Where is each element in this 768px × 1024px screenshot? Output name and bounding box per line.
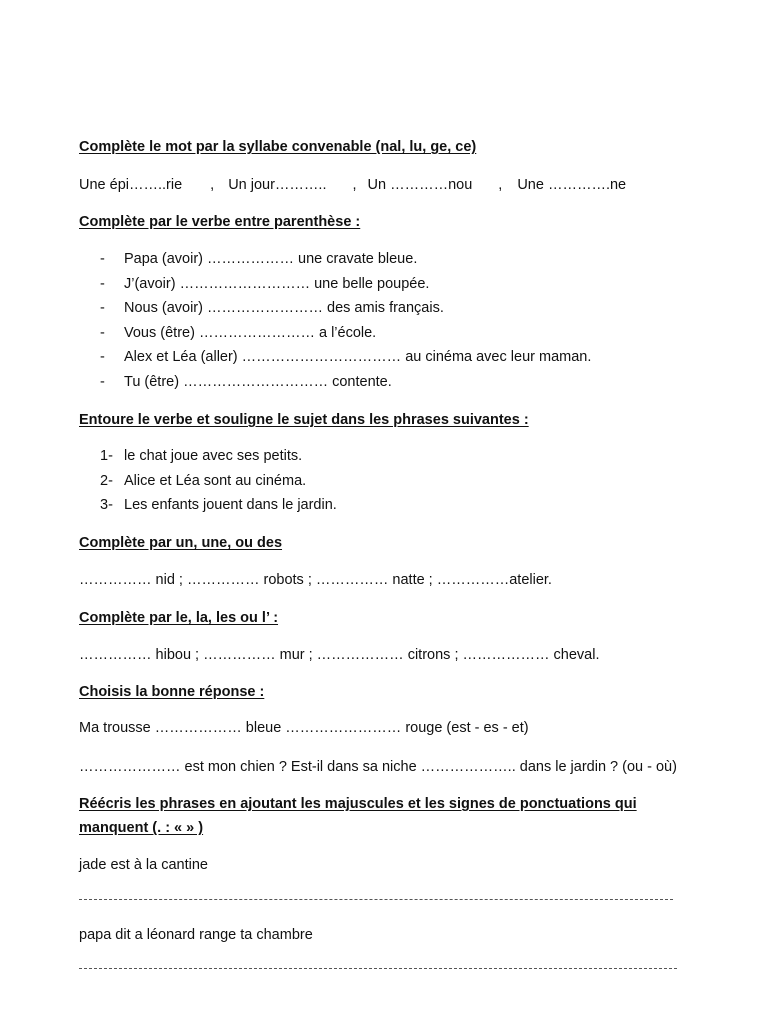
list-item-text: Alex et Léa (aller) …………………………… au cinéma avec leur maman. <box>124 349 592 365</box>
syllable-item-1: Une épi……..rie <box>79 177 183 193</box>
item-number: 1- <box>100 448 113 464</box>
choice-line-2: ………………… est mon chien ? Est-il dans sa niche ……………….. dans le jardin ? (ou - où) <box>79 759 677 775</box>
exercise-5-heading: Complète par le, la, les ou l’ : <box>79 610 279 626</box>
choice-line-1: Ma trousse ……………… bleue …………………… rouge (est - es - et) <box>79 720 529 736</box>
rewrite-sentence-1: jade est à la cantine <box>79 857 208 873</box>
exercise-4-heading: Complète par un, une, ou des <box>79 535 283 551</box>
item-number: 3- <box>100 497 113 513</box>
list-item-text: Nous (avoir) …………………… des amis français. <box>124 300 444 316</box>
exercise-6-heading: Choisis la bonne réponse : <box>79 684 265 700</box>
bullet-dash: - <box>100 325 105 341</box>
exercise-1-line: Une épi……..rie , Un jour……….. , Un …………nou , Une ………….ne <box>79 177 627 193</box>
list-item-text: Alice et Léa sont au cinéma. <box>124 473 307 489</box>
list-item-text: Papa (avoir) ……………… une cravate bleue. <box>124 251 418 267</box>
exercise-2-heading: Complète par le verbe entre parenthèse : <box>79 214 361 230</box>
exercise-5-line: …………… hibou ; …………… mur ; ……………… citrons ; ……………… cheval. <box>79 647 600 663</box>
list-item-text: Tu (être) ………………………… contente. <box>124 374 392 390</box>
item-number: 2- <box>100 473 113 489</box>
rewrite-sentence-2: papa dit a léonard range ta chambre <box>79 927 313 943</box>
bullet-dash: - <box>100 300 105 316</box>
list-item-text: J’(avoir) ……………………… une belle poupée. <box>124 276 430 292</box>
bullet-dash: - <box>100 374 105 390</box>
bullet-dash: - <box>100 251 105 267</box>
list-item-text: Vous (être) …………………… a l’école. <box>124 325 377 341</box>
exercise-3-heading: Entoure le verbe et souligne le sujet dans les phrases suivantes : <box>79 412 529 428</box>
exercise-1-heading: Complète le mot par la syllabe convenable (nal, lu, ge, ce) <box>79 139 477 155</box>
syllable-item-3: Un …………nou <box>367 177 473 193</box>
exercise-4-line: …………… nid ; …………… robots ; …………… natte ; ……………atelier. <box>79 572 552 588</box>
syllable-item-2: Un jour……….. <box>228 177 327 193</box>
bullet-dash: - <box>100 349 105 365</box>
exercise-7-heading-line-1: Réécris les phrases en ajoutant les majuscules et les signes de ponctuations qui <box>79 796 637 812</box>
syllable-item-4: Une ………….ne <box>517 177 627 193</box>
bullet-dash: - <box>100 276 105 292</box>
list-item-text: le chat joue avec ses petits. <box>124 448 303 464</box>
answer-line-1 <box>79 899 673 900</box>
list-item-text: Les enfants jouent dans le jardin. <box>124 497 337 513</box>
exercise-7-heading-line-2: manquent (. : « » ) <box>79 820 204 836</box>
answer-line-2 <box>79 968 677 969</box>
